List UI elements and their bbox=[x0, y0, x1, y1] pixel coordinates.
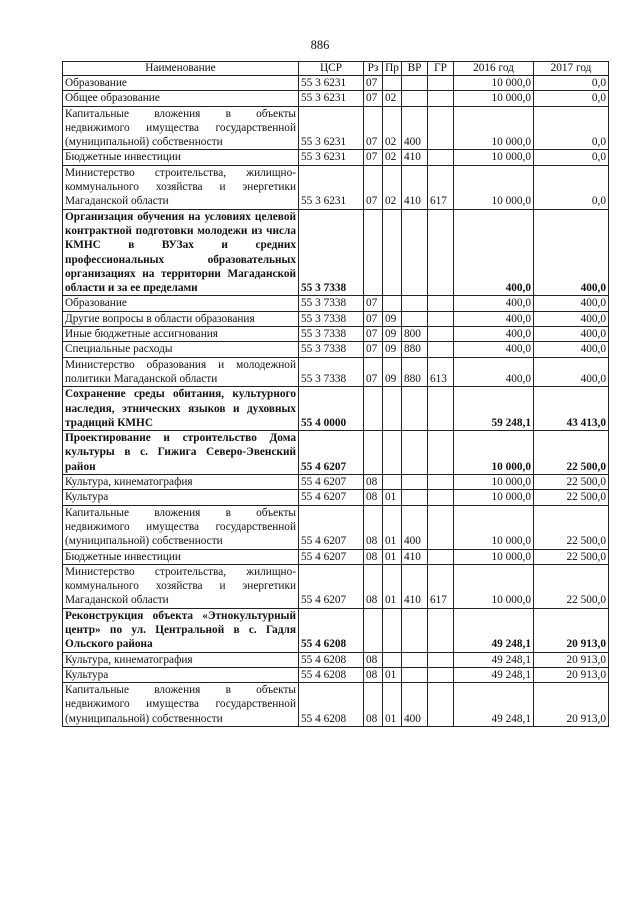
cell-csr: 55 3 6231 bbox=[299, 165, 364, 209]
cell-name: Министерство строительства, жилищно-коммунального хозяйства и энергетики Магаданской области bbox=[63, 165, 299, 209]
table-row bbox=[63, 106, 609, 150]
cell-2016: 400,0 bbox=[454, 311, 534, 326]
cell-2017: 20 913,0 bbox=[534, 608, 609, 652]
table-row bbox=[63, 475, 609, 490]
cell-name: Образование bbox=[63, 296, 299, 311]
cell-gr bbox=[428, 505, 454, 549]
cell-2017: 0,0 bbox=[534, 76, 609, 91]
cell-gr bbox=[428, 608, 454, 652]
cell-2017: 22 500,0 bbox=[534, 564, 609, 608]
cell-csr: 55 3 6231 bbox=[299, 76, 364, 91]
header-gr: ГР bbox=[428, 62, 454, 76]
cell-name: Капитальные вложения в объекты недвижимого имущества государственной (муниципальной) собственности bbox=[63, 505, 299, 549]
header-2017: 2017 год bbox=[534, 62, 609, 76]
cell-vr bbox=[402, 91, 428, 106]
cell-2017: 0,0 bbox=[534, 91, 609, 106]
cell-name: Общее образование bbox=[63, 91, 299, 106]
table-row bbox=[63, 76, 609, 91]
cell-vr: 410 bbox=[402, 165, 428, 209]
table-header-row bbox=[63, 62, 609, 76]
cell-name: Иные бюджетные ассигнования bbox=[63, 327, 299, 342]
cell-gr: 613 bbox=[428, 357, 454, 387]
table-row bbox=[63, 608, 609, 652]
cell-gr bbox=[428, 327, 454, 342]
cell-2016: 10 000,0 bbox=[454, 505, 534, 549]
cell-2016: 400,0 bbox=[454, 342, 534, 357]
cell-pr: 01 bbox=[383, 564, 402, 608]
cell-vr bbox=[402, 431, 428, 475]
cell-csr: 55 4 6207 bbox=[299, 564, 364, 608]
header-csr: ЦСР bbox=[299, 62, 364, 76]
cell-rz: 08 bbox=[364, 549, 383, 564]
header-vr: ВР bbox=[402, 62, 428, 76]
cell-2017: 22 500,0 bbox=[534, 475, 609, 490]
table-row bbox=[63, 150, 609, 165]
cell-rz: 08 bbox=[364, 652, 383, 667]
cell-2016: 400,0 bbox=[454, 296, 534, 311]
cell-gr bbox=[428, 342, 454, 357]
table-row bbox=[63, 342, 609, 357]
cell-rz: 07 bbox=[364, 342, 383, 357]
cell-pr: 01 bbox=[383, 667, 402, 682]
table-row bbox=[63, 387, 609, 431]
cell-2016: 10 000,0 bbox=[454, 475, 534, 490]
cell-vr: 410 bbox=[402, 564, 428, 608]
cell-rz: 08 bbox=[364, 683, 383, 727]
cell-2016: 49 248,1 bbox=[454, 652, 534, 667]
cell-name: Культура, кинематография bbox=[63, 475, 299, 490]
cell-csr: 55 3 6231 bbox=[299, 150, 364, 165]
cell-2017: 0,0 bbox=[534, 150, 609, 165]
cell-2016: 49 248,1 bbox=[454, 608, 534, 652]
cell-name: Министерство строительства, жилищно-коммунального хозяйства и энергетики Магаданской области bbox=[63, 564, 299, 608]
cell-rz bbox=[364, 431, 383, 475]
cell-name: Проектирование и строительство Дома культуры в с. Гижига Северо-Эвенский район bbox=[63, 431, 299, 475]
cell-rz: 07 bbox=[364, 76, 383, 91]
cell-csr: 55 4 6207 bbox=[299, 475, 364, 490]
cell-2016: 10 000,0 bbox=[454, 106, 534, 150]
cell-2016: 10 000,0 bbox=[454, 165, 534, 209]
budget-table bbox=[62, 61, 609, 727]
cell-gr bbox=[428, 106, 454, 150]
cell-name: Сохранение среды обитания, культурного наследия, этнических языков и духовных традиций КМНС bbox=[63, 387, 299, 431]
cell-2016: 10 000,0 bbox=[454, 91, 534, 106]
cell-gr bbox=[428, 387, 454, 431]
cell-pr bbox=[383, 431, 402, 475]
cell-csr: 55 4 6208 bbox=[299, 683, 364, 727]
table-row bbox=[63, 505, 609, 549]
cell-pr: 01 bbox=[383, 490, 402, 505]
cell-vr: 410 bbox=[402, 549, 428, 564]
cell-gr bbox=[428, 490, 454, 505]
cell-pr: 01 bbox=[383, 505, 402, 549]
cell-pr: 09 bbox=[383, 311, 402, 326]
cell-2017: 22 500,0 bbox=[534, 431, 609, 475]
header-rz: Рз bbox=[364, 62, 383, 76]
cell-gr bbox=[428, 652, 454, 667]
cell-2016: 10 000,0 bbox=[454, 150, 534, 165]
cell-2017: 400,0 bbox=[534, 209, 609, 296]
cell-vr bbox=[402, 387, 428, 431]
cell-pr bbox=[383, 209, 402, 296]
cell-gr bbox=[428, 150, 454, 165]
cell-2016: 10 000,0 bbox=[454, 549, 534, 564]
cell-vr: 880 bbox=[402, 357, 428, 387]
cell-vr bbox=[402, 76, 428, 91]
cell-rz: 07 bbox=[364, 311, 383, 326]
cell-2017: 43 413,0 bbox=[534, 387, 609, 431]
cell-pr bbox=[383, 608, 402, 652]
cell-2016: 49 248,1 bbox=[454, 683, 534, 727]
cell-csr: 55 3 7338 bbox=[299, 296, 364, 311]
page-number: 886 bbox=[310, 38, 330, 52]
cell-gr: 617 bbox=[428, 165, 454, 209]
cell-gr bbox=[428, 667, 454, 682]
cell-name: Образование bbox=[63, 76, 299, 91]
cell-2016: 400,0 bbox=[454, 357, 534, 387]
table-row bbox=[63, 91, 609, 106]
cell-2017: 0,0 bbox=[534, 106, 609, 150]
cell-name: Министерство образования и молодежной политики Магаданской области bbox=[63, 357, 299, 387]
table-row bbox=[63, 564, 609, 608]
cell-pr bbox=[383, 387, 402, 431]
cell-csr: 55 4 0000 bbox=[299, 387, 364, 431]
cell-pr bbox=[383, 652, 402, 667]
cell-gr bbox=[428, 296, 454, 311]
cell-2017: 400,0 bbox=[534, 311, 609, 326]
cell-2016: 400,0 bbox=[454, 209, 534, 296]
cell-rz: 08 bbox=[364, 564, 383, 608]
header-pr: Пр bbox=[383, 62, 402, 76]
cell-2016: 10 000,0 bbox=[454, 490, 534, 505]
cell-rz bbox=[364, 387, 383, 431]
cell-rz: 07 bbox=[364, 296, 383, 311]
cell-2017: 22 500,0 bbox=[534, 490, 609, 505]
table-row bbox=[63, 209, 609, 296]
cell-pr bbox=[383, 296, 402, 311]
table-row bbox=[63, 490, 609, 505]
cell-2016: 10 000,0 bbox=[454, 431, 534, 475]
cell-pr: 01 bbox=[383, 683, 402, 727]
cell-name: Культура bbox=[63, 490, 299, 505]
cell-gr bbox=[428, 91, 454, 106]
cell-2017: 400,0 bbox=[534, 342, 609, 357]
cell-vr bbox=[402, 296, 428, 311]
cell-2016: 49 248,1 bbox=[454, 667, 534, 682]
cell-vr: 400 bbox=[402, 683, 428, 727]
cell-gr: 617 bbox=[428, 564, 454, 608]
cell-name: Капитальные вложения в объекты недвижимого имущества государственной (муниципальной) собственности bbox=[63, 106, 299, 150]
cell-rz: 07 bbox=[364, 165, 383, 209]
cell-vr: 880 bbox=[402, 342, 428, 357]
cell-rz: 08 bbox=[364, 505, 383, 549]
cell-2017: 20 913,0 bbox=[534, 667, 609, 682]
cell-csr: 55 3 7338 bbox=[299, 342, 364, 357]
table-row bbox=[63, 549, 609, 564]
cell-vr bbox=[402, 667, 428, 682]
table-row bbox=[63, 327, 609, 342]
cell-vr bbox=[402, 490, 428, 505]
cell-gr bbox=[428, 549, 454, 564]
cell-name: Культура bbox=[63, 667, 299, 682]
cell-csr: 55 4 6207 bbox=[299, 505, 364, 549]
cell-name: Бюджетные инвестиции bbox=[63, 549, 299, 564]
table-row bbox=[63, 311, 609, 326]
table-body bbox=[63, 76, 609, 727]
cell-gr bbox=[428, 76, 454, 91]
cell-rz: 07 bbox=[364, 91, 383, 106]
cell-pr: 01 bbox=[383, 549, 402, 564]
cell-vr: 800 bbox=[402, 327, 428, 342]
cell-gr bbox=[428, 683, 454, 727]
cell-gr bbox=[428, 311, 454, 326]
cell-2017: 22 500,0 bbox=[534, 549, 609, 564]
cell-rz bbox=[364, 608, 383, 652]
cell-name: Реконструкция объекта «Этнокультурный центр» по ул. Центральной в с. Гадля Ольского района bbox=[63, 608, 299, 652]
cell-rz: 08 bbox=[364, 667, 383, 682]
cell-pr: 09 bbox=[383, 327, 402, 342]
cell-rz: 08 bbox=[364, 490, 383, 505]
cell-2016: 59 248,1 bbox=[454, 387, 534, 431]
cell-vr bbox=[402, 209, 428, 296]
cell-csr: 55 3 6231 bbox=[299, 106, 364, 150]
cell-pr: 02 bbox=[383, 150, 402, 165]
cell-vr bbox=[402, 608, 428, 652]
cell-gr bbox=[428, 431, 454, 475]
cell-pr bbox=[383, 475, 402, 490]
cell-2017: 20 913,0 bbox=[534, 683, 609, 727]
cell-rz: 07 bbox=[364, 106, 383, 150]
cell-rz bbox=[364, 209, 383, 296]
table-row bbox=[63, 683, 609, 727]
cell-2017: 0,0 bbox=[534, 165, 609, 209]
cell-vr: 410 bbox=[402, 150, 428, 165]
cell-name: Организация обучения на условиях целевой контрактной подготовки молодежи из числа КМНС в ВУЗах и средних профессиональных образовательных организациях на территории Магаданской области и за ее пределами bbox=[63, 209, 299, 296]
cell-name: Культура, кинематография bbox=[63, 652, 299, 667]
cell-csr: 55 4 6207 bbox=[299, 490, 364, 505]
cell-csr: 55 4 6207 bbox=[299, 549, 364, 564]
cell-2016: 10 000,0 bbox=[454, 76, 534, 91]
cell-name: Специальные расходы bbox=[63, 342, 299, 357]
cell-gr bbox=[428, 475, 454, 490]
table-row bbox=[63, 652, 609, 667]
cell-pr: 02 bbox=[383, 91, 402, 106]
cell-name: Капитальные вложения в объекты недвижимого имущества государственной (муниципальной) собственности bbox=[63, 683, 299, 727]
cell-csr: 55 3 7338 bbox=[299, 327, 364, 342]
cell-vr bbox=[402, 475, 428, 490]
cell-2017: 400,0 bbox=[534, 296, 609, 311]
cell-rz: 07 bbox=[364, 327, 383, 342]
cell-vr: 400 bbox=[402, 505, 428, 549]
cell-vr: 400 bbox=[402, 106, 428, 150]
cell-csr: 55 3 7338 bbox=[299, 357, 364, 387]
cell-csr: 55 3 6231 bbox=[299, 91, 364, 106]
cell-pr bbox=[383, 76, 402, 91]
cell-rz: 07 bbox=[364, 150, 383, 165]
table-row bbox=[63, 296, 609, 311]
table-row bbox=[63, 431, 609, 475]
cell-pr: 02 bbox=[383, 165, 402, 209]
cell-pr: 09 bbox=[383, 342, 402, 357]
cell-vr bbox=[402, 311, 428, 326]
cell-csr: 55 4 6208 bbox=[299, 652, 364, 667]
cell-csr: 55 4 6208 bbox=[299, 608, 364, 652]
table-row bbox=[63, 667, 609, 682]
cell-csr: 55 3 7338 bbox=[299, 209, 364, 296]
table-row bbox=[63, 357, 609, 387]
cell-vr bbox=[402, 652, 428, 667]
table-row bbox=[63, 165, 609, 209]
cell-name: Бюджетные инвестиции bbox=[63, 150, 299, 165]
cell-2017: 22 500,0 bbox=[534, 505, 609, 549]
cell-csr: 55 4 6208 bbox=[299, 667, 364, 682]
cell-2016: 400,0 bbox=[454, 327, 534, 342]
header-2016: 2016 год bbox=[454, 62, 534, 76]
cell-2017: 400,0 bbox=[534, 327, 609, 342]
cell-csr: 55 4 6207 bbox=[299, 431, 364, 475]
cell-name: Другие вопросы в области образования bbox=[63, 311, 299, 326]
cell-gr bbox=[428, 209, 454, 296]
cell-pr: 09 bbox=[383, 357, 402, 387]
cell-2017: 400,0 bbox=[534, 357, 609, 387]
cell-rz: 07 bbox=[364, 357, 383, 387]
header-name: Наименование bbox=[63, 62, 299, 76]
cell-csr: 55 3 7338 bbox=[299, 311, 364, 326]
cell-pr: 02 bbox=[383, 106, 402, 150]
cell-rz: 08 bbox=[364, 475, 383, 490]
cell-2017: 20 913,0 bbox=[534, 652, 609, 667]
cell-2016: 10 000,0 bbox=[454, 564, 534, 608]
